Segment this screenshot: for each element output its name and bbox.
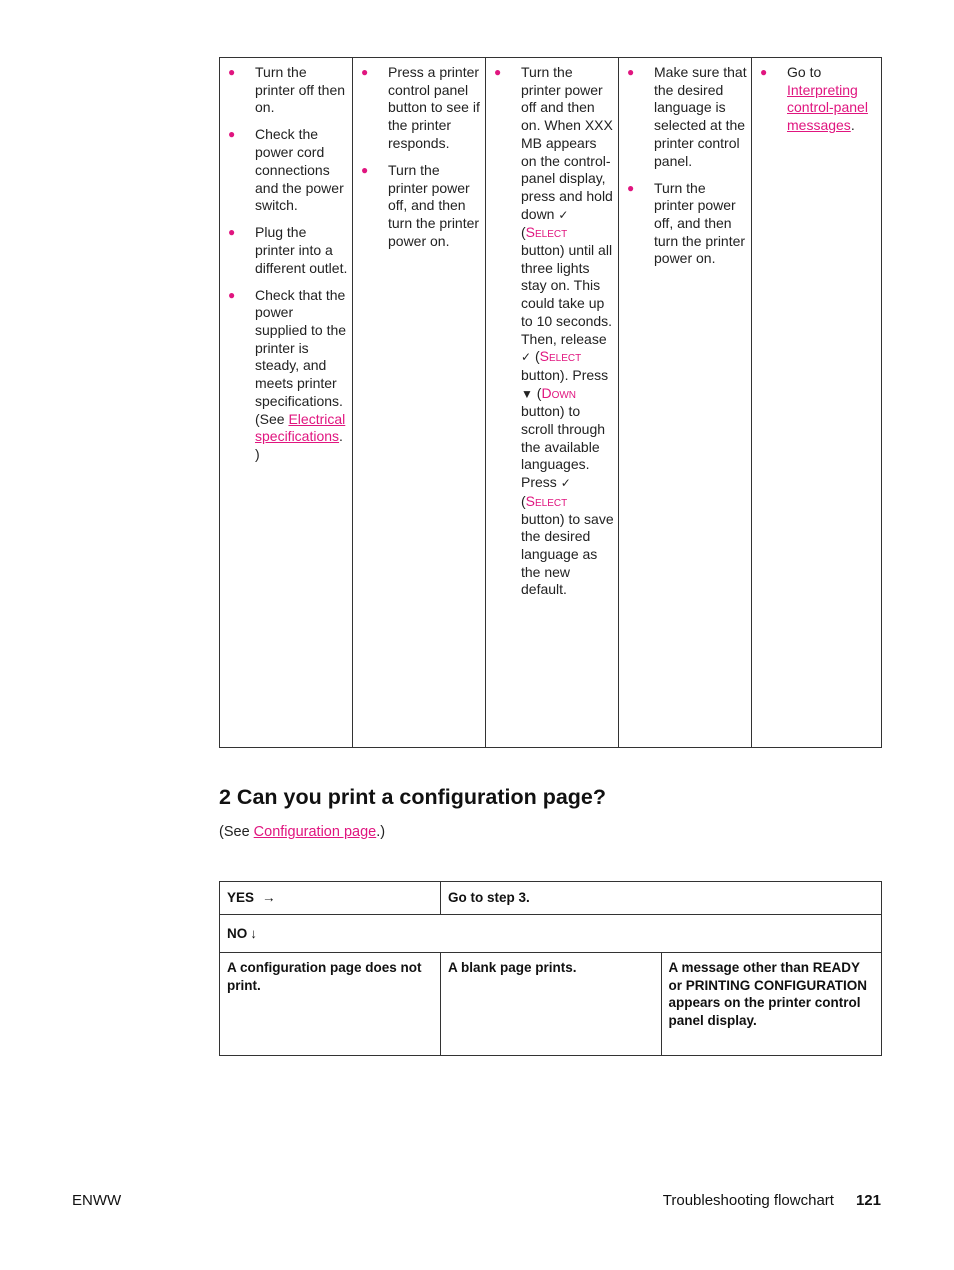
configuration-page-link[interactable]: Configuration page bbox=[253, 824, 377, 840]
checkmark-icon: ✓ bbox=[560, 476, 571, 491]
bullet-text: Go to bbox=[787, 64, 822, 80]
outcome-no-config-page: A configuration page does not print. bbox=[220, 953, 441, 1056]
bullet-icon: ● bbox=[228, 127, 236, 142]
steps-column bbox=[752, 58, 882, 748]
bullet-text: button) until all three lights stay on. This could take up to 10 seconds. Then, release bbox=[521, 242, 613, 347]
button-name: Select bbox=[525, 224, 568, 241]
bullet-text: Press a printer control panel button to see if the printer responds. bbox=[388, 64, 480, 151]
bullet-item bbox=[224, 126, 348, 215]
steps-column bbox=[353, 58, 486, 748]
bullet-item bbox=[490, 64, 614, 599]
outcome-other-message: A message other than READY or PRINTING CONFIGURATION appears on the printer control panel display. bbox=[661, 953, 882, 1056]
bullet-text: ( bbox=[521, 492, 526, 509]
bullet-icon: ● bbox=[228, 287, 236, 302]
bullet-icon: ● bbox=[228, 65, 236, 79]
bullet-item bbox=[357, 162, 481, 251]
bullet-item bbox=[623, 180, 747, 269]
bullet-item bbox=[756, 64, 877, 135]
down-arrow-icon: ↓ bbox=[250, 925, 257, 941]
cross-reference-link[interactable]: Interpreting control-panel messages bbox=[787, 81, 868, 134]
steps-table bbox=[219, 57, 882, 748]
bullet-icon: ● bbox=[494, 65, 502, 79]
bullet-icon: ● bbox=[760, 65, 768, 79]
down-arrow-icon: ▼ bbox=[521, 386, 533, 401]
page-number: 121 bbox=[855, 1192, 881, 1209]
outcome-blank-page: A blank page prints. bbox=[441, 953, 662, 1056]
yes-label: YES bbox=[227, 890, 255, 906]
checkmark-icon: ✓ bbox=[521, 350, 532, 365]
bullet-text: ( bbox=[532, 384, 542, 401]
bullet-text: ( bbox=[521, 224, 526, 241]
bullet-item bbox=[224, 224, 348, 277]
steps-column bbox=[220, 58, 353, 748]
bullet-text: Plug the printer into a different outlet. bbox=[255, 224, 348, 276]
footer-section-name: Troubleshooting flowchart bbox=[662, 1192, 834, 1209]
bullet-list bbox=[490, 64, 614, 599]
bullet-text: button) to scroll through the available languages. Press bbox=[521, 403, 606, 491]
button-name: Down bbox=[541, 384, 577, 401]
yes-cell bbox=[220, 882, 441, 915]
bullet-icon: ● bbox=[361, 65, 369, 79]
bullet-list bbox=[623, 64, 747, 268]
bullet-icon: ● bbox=[627, 180, 635, 195]
bullet-item bbox=[224, 287, 348, 464]
bullet-icon: ● bbox=[627, 65, 635, 79]
bullet-text: Turn the printer power off, and then turn the printer power on. bbox=[388, 161, 480, 249]
cross-reference-link[interactable]: Electrical specifications bbox=[255, 410, 346, 445]
bullet-item bbox=[623, 64, 747, 170]
no-label: NO bbox=[227, 925, 248, 941]
bullet-icon: ● bbox=[361, 162, 369, 177]
bullet-text: ( bbox=[531, 348, 540, 365]
bullet-text: Make sure that the desired language is selected at the printer control panel. bbox=[654, 64, 747, 169]
footer-right bbox=[663, 1192, 881, 1209]
see-reference: (See Configuration page.) bbox=[219, 824, 386, 840]
bullet-text: button) to save the desired language as the new default. bbox=[521, 510, 614, 598]
bullet-icon: ● bbox=[228, 225, 236, 240]
bullet-text: Turn the printer power off and then on. When XXX MB appears on the control-panel display, press and hold down bbox=[521, 64, 613, 222]
footer-left: ENWW bbox=[72, 1192, 122, 1209]
bullet-text: Turn the printer off then on. bbox=[255, 64, 346, 116]
bullet-list bbox=[756, 64, 877, 135]
bullet-text: . bbox=[850, 117, 855, 134]
bullet-text: Turn the printer power off, and then turn the printer power on. bbox=[654, 179, 746, 267]
bullet-list bbox=[357, 64, 481, 250]
steps-column bbox=[619, 58, 752, 748]
section-heading: 2 Can you print a configuration page? bbox=[219, 785, 607, 809]
bullet-list bbox=[224, 64, 348, 464]
no-cell bbox=[220, 915, 882, 953]
bullet-item bbox=[224, 64, 348, 117]
right-arrow-icon: → bbox=[262, 890, 276, 906]
yes-action: Go to step 3. bbox=[441, 882, 882, 915]
button-name: Select bbox=[539, 348, 582, 365]
steps-column bbox=[486, 58, 619, 748]
button-name: Select bbox=[525, 492, 568, 509]
bullet-text: Check that the power supplied to the printer is steady, and meets printer specifications. (See bbox=[255, 286, 347, 427]
decision-table bbox=[219, 881, 882, 1056]
bullet-item bbox=[357, 64, 481, 153]
bullet-text: button). Press bbox=[521, 366, 609, 383]
bullet-text: Check the power cord connections and the power switch. bbox=[255, 126, 344, 214]
bullet-text: . ) bbox=[255, 428, 343, 462]
checkmark-icon: ✓ bbox=[558, 207, 569, 222]
